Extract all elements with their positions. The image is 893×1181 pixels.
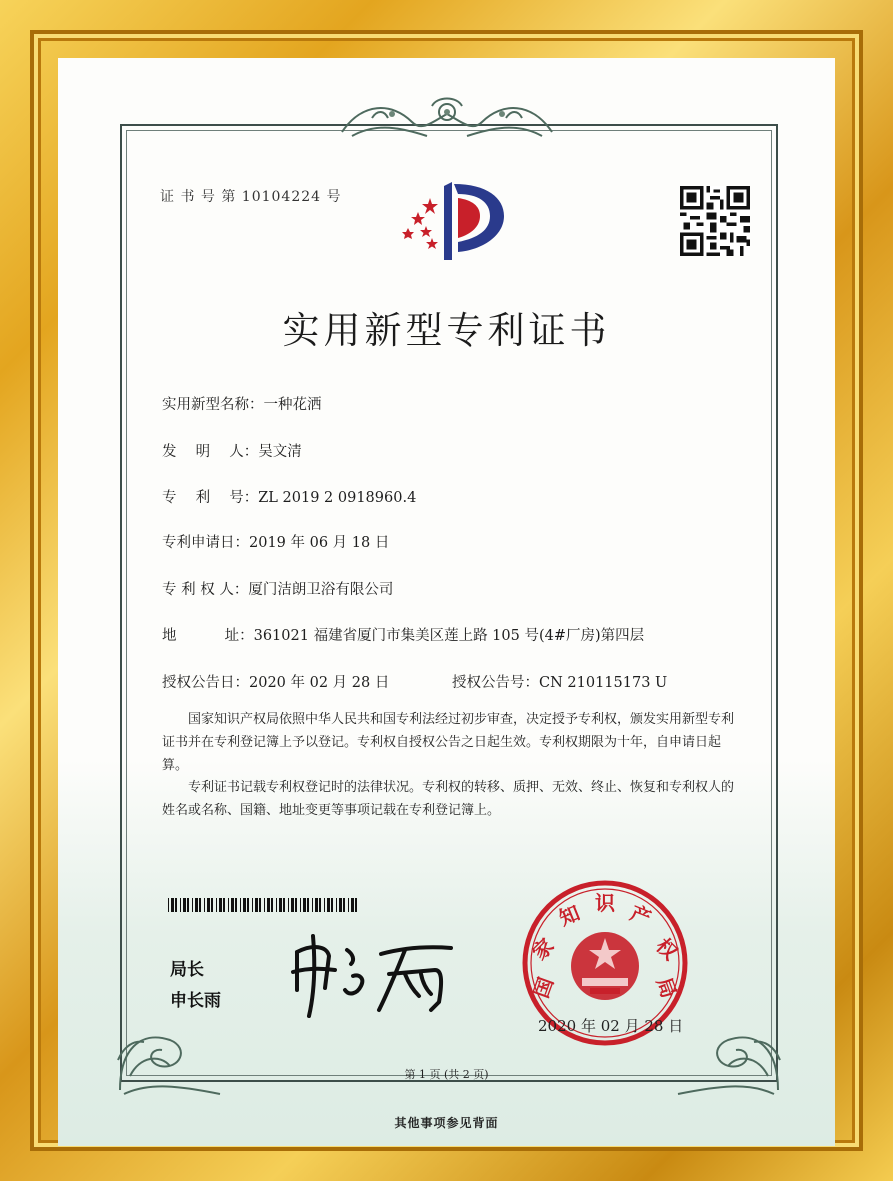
barcode-bar — [231, 898, 234, 912]
barcode-bar — [235, 898, 237, 912]
barcode-bar — [303, 898, 306, 912]
barcode-bar — [199, 898, 201, 912]
patent-office-logo-icon — [392, 176, 512, 268]
field-value: 吴文清 — [258, 444, 302, 460]
field-value: 361021 福建省厦门市集美区莲上路 105 号(4#厂房)第四层 — [253, 628, 645, 644]
barcode-bar — [351, 898, 354, 912]
barcode-bar — [276, 898, 277, 912]
legal-status-paragraph: 专利证书记载专利权登记时的法律状况。专利权的转移、质押、无效、终止、恢复和专利权人的姓名或名称、国籍、地址变更等事项记载在专利登记簿上。 — [162, 780, 735, 818]
barcode-bar — [355, 898, 357, 912]
qr-code-icon — [680, 186, 750, 256]
barcode-bar — [264, 898, 265, 912]
barcode-bar — [348, 898, 349, 912]
field-value: CN 210115173 U — [539, 675, 668, 691]
certificate-number: 证 书 号 第 10104224 号 — [160, 189, 342, 205]
field-value: 2019 年 06 月 18 日 — [249, 535, 390, 551]
barcode-bar — [219, 898, 222, 912]
seal-date: 2020 年 02 月 28 日 — [538, 1017, 684, 1035]
barcode-bar — [204, 898, 205, 912]
top-ornament-icon — [332, 92, 562, 144]
seal-char: 国 — [528, 974, 559, 1002]
field-announce-number — [452, 671, 667, 692]
barcode-bar — [291, 898, 294, 912]
barcode-bar — [331, 898, 333, 912]
field-utility-model-name — [162, 393, 322, 414]
signatory-name: 申长雨 — [170, 991, 221, 1011]
seal-char: 家 — [527, 933, 559, 965]
barcode-bar — [295, 898, 297, 912]
handwritten-signature-icon — [285, 930, 460, 1020]
barcode-bar — [312, 898, 313, 912]
field-announce-date — [162, 671, 389, 692]
field-inventor — [162, 440, 302, 461]
barcode-bar — [259, 898, 261, 912]
barcode-bar — [168, 898, 169, 912]
barcode-bar — [175, 898, 177, 912]
barcode-bar — [283, 898, 285, 912]
field-value: 厦门洁朗卫浴有限公司 — [248, 582, 394, 598]
barcode-bar — [216, 898, 217, 912]
barcode-bar — [288, 898, 289, 912]
field-label: 专利申请日： — [162, 535, 249, 551]
barcode-bar — [307, 898, 309, 912]
barcode-bar — [243, 898, 246, 912]
barcode-bar — [271, 898, 273, 912]
barcode-bar — [343, 898, 345, 912]
barcode-bar — [171, 898, 174, 912]
field-label: 地 址： — [162, 628, 254, 644]
field-value: 一种花洒 — [263, 397, 322, 413]
barcode-bar — [327, 898, 330, 912]
seal-char: 识 — [595, 891, 615, 915]
field-value: 2020 年 02 月 28 日 — [249, 675, 390, 691]
barcode-bar — [180, 898, 181, 912]
seal-char: 局 — [651, 974, 682, 1002]
barcode-bar — [228, 898, 229, 912]
barcode-bar — [267, 898, 270, 912]
barcode-icon — [168, 898, 358, 912]
barcode-bar — [195, 898, 198, 912]
barcode-bar — [247, 898, 249, 912]
barcode-bar — [339, 898, 342, 912]
barcode-bar — [183, 898, 186, 912]
barcode-bar — [207, 898, 210, 912]
seal-char: 知 — [555, 900, 584, 931]
barcode-bar — [336, 898, 337, 912]
grant-statement-paragraph: 国家知识产权局依照中华人民共和国专利法经过初步审查，决定授予专利权，颁发实用新型专利证书并在专利登记簿上予以登记。专利权自授权公告之日起生效。专利权期限为十年，自申请日起算。 — [162, 712, 735, 773]
barcode-bar — [255, 898, 258, 912]
barcode-bar — [223, 898, 225, 912]
field-patent-number — [162, 486, 416, 507]
signatory-role: 局长 — [170, 960, 204, 980]
barcode-bar — [211, 898, 213, 912]
footer-note: 其他事项参见背面 — [394, 1116, 499, 1130]
field-value: ZL 2019 2 0918960.4 — [258, 490, 417, 506]
field-label: 发 明 人： — [162, 444, 259, 460]
barcode-bar — [300, 898, 301, 912]
page-indicator: 第 1 页 (共 2 页) — [404, 1068, 489, 1081]
barcode-bar — [315, 898, 318, 912]
certificate-title: 实用新型专利证书 — [282, 309, 611, 352]
field-label: 专 利 权 人： — [162, 582, 249, 598]
seal-char: 产 — [626, 900, 655, 931]
field-label: 专 利 号： — [162, 490, 259, 506]
barcode-bar — [324, 898, 325, 912]
barcode-bar — [192, 898, 193, 912]
field-application-date — [162, 531, 389, 552]
field-label: 实用新型名称： — [162, 397, 264, 413]
barcode-bar — [279, 898, 282, 912]
field-label: 授权公告日： — [162, 675, 249, 691]
field-patentee — [162, 578, 393, 599]
barcode-bar — [240, 898, 241, 912]
barcode-bar — [252, 898, 253, 912]
barcode-bar — [319, 898, 321, 912]
seal-char: 权 — [651, 933, 683, 965]
barcode-bar — [187, 898, 189, 912]
field-address — [162, 624, 644, 645]
field-label: 授权公告号： — [452, 675, 539, 691]
